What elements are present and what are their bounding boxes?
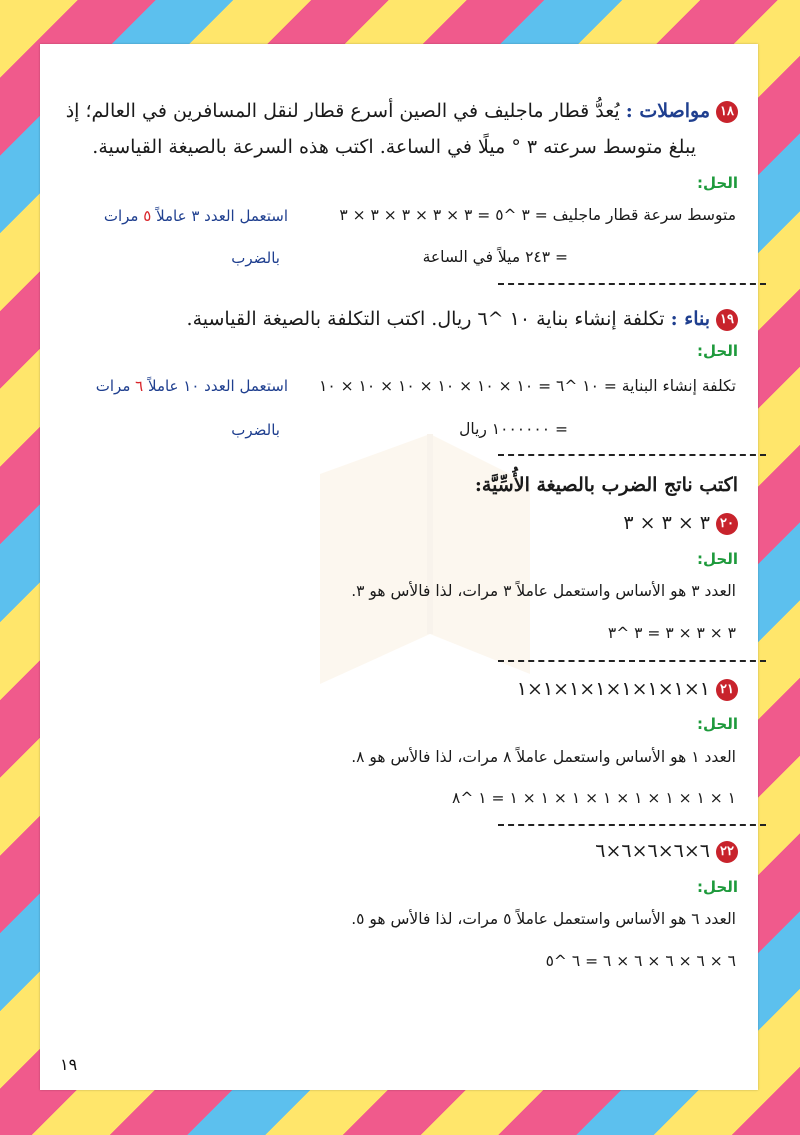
q18-number-badge: ١٨ <box>716 101 738 123</box>
q18-text-line1: يُعدُّ قطار ماجليف في الصين أسرع قطار لنقل المسافرين في العالم؛ إذ <box>65 100 620 122</box>
q19-note1-c: مرات <box>95 377 131 395</box>
q22-line <box>595 840 738 863</box>
q22-solution-label: الحل: <box>697 878 738 896</box>
q20-explanation: العدد ٣ هو الأساس واستعمل عاملاً ٣ مرات، لذا فالأس هو ٣. <box>351 582 736 600</box>
q21-expression: ١×١×١×١×١×١×١×١ <box>516 678 710 700</box>
q18-work-line2: = ٢٤٣ ميلاً في الساعة <box>422 248 568 266</box>
divider-4 <box>498 824 766 826</box>
q20-result: ٣ × ٣ × ٣ = ٣ ^٣ <box>607 624 736 642</box>
q21-result: ١ × ١ × ١ × ١ × ١ × ١ × ١ × ١ = ١ ^٨ <box>452 789 736 807</box>
q19-work-line1: تكلفة إنشاء البناية = ١٠ ^٦ = ١٠ × ١٠ × ١٠ × ١٠ × ١٠ × ١٠ <box>319 377 736 395</box>
q21-line <box>517 678 738 701</box>
q19-solution-label: الحل: <box>697 342 738 360</box>
q20-number-badge: ٢٠ <box>716 513 738 535</box>
q21-number-badge: ٢١ <box>716 679 738 701</box>
q19-note1-a: استعمل العدد ١٠ عاملاً <box>148 377 288 395</box>
q18-note1 <box>104 207 288 225</box>
q19-line1 <box>187 308 738 331</box>
q18-note1-a: استعمل العدد ٣ عاملاً <box>156 207 288 225</box>
page <box>40 44 758 1090</box>
q18-solution-label: الحل: <box>697 174 738 192</box>
q20-line <box>623 512 738 535</box>
q19-text-line1: تكلفة إنشاء بناية ١٠ ^٦ ريال. اكتب التكلفة بالصيغة القياسية. <box>186 308 665 330</box>
section-heading: اكتب ناتج الضرب بالصيغة الأُسِّيَّة: <box>474 474 738 496</box>
q19-note1 <box>96 377 288 395</box>
q20-solution-label: الحل: <box>697 550 738 568</box>
q18-note2: بالضرب <box>231 249 280 267</box>
q18-text-line2: يبلغ متوسط سرعته ٣ ° ميلًا في الساعة. اكتب هذه السرعة بالصيغة القياسية. <box>92 136 696 158</box>
q18-note1-c: مرات <box>103 207 139 225</box>
q18-line1 <box>66 100 738 123</box>
q18-keyword: مواصلات : <box>625 100 710 122</box>
q21-explanation: العدد ١ هو الأساس واستعمل عاملاً ٨ مرات، لذا فالأس هو ٨. <box>351 748 736 766</box>
q19-number-badge: ١٩ <box>716 309 738 331</box>
q22-explanation: العدد ٦ هو الأساس واستعمل عاملاً ٥ مرات، لذا فالأس هو ٥. <box>351 910 736 928</box>
q21-solution-label: الحل: <box>697 715 738 733</box>
q19-note1-b: ٦ <box>135 377 144 395</box>
q19-work-line2: = ١٠٠٠٠٠٠ ريال <box>459 420 568 438</box>
q18-note1-b: ٥ <box>143 207 152 225</box>
divider-3 <box>498 660 766 662</box>
page-number: ١٩ <box>60 1055 78 1074</box>
q22-result: ٦ × ٦ × ٦ × ٦ × ٦ = ٦ ^٥ <box>545 952 736 970</box>
q20-expression: ٣ × ٣ × ٣ <box>623 512 710 534</box>
q19-note2: بالضرب <box>231 421 280 439</box>
divider-1 <box>498 283 766 285</box>
divider-2 <box>498 454 766 456</box>
q22-number-badge: ٢٢ <box>716 841 738 863</box>
q18-work-line1: متوسط سرعة قطار ماجليف = ٣ ^٥ = ٣ × ٣ × ٣ × ٣ × ٣ <box>339 206 736 224</box>
q19-keyword: بناء : <box>670 308 710 330</box>
q22-expression: ٦×٦×٦×٦×٦ <box>595 840 710 862</box>
